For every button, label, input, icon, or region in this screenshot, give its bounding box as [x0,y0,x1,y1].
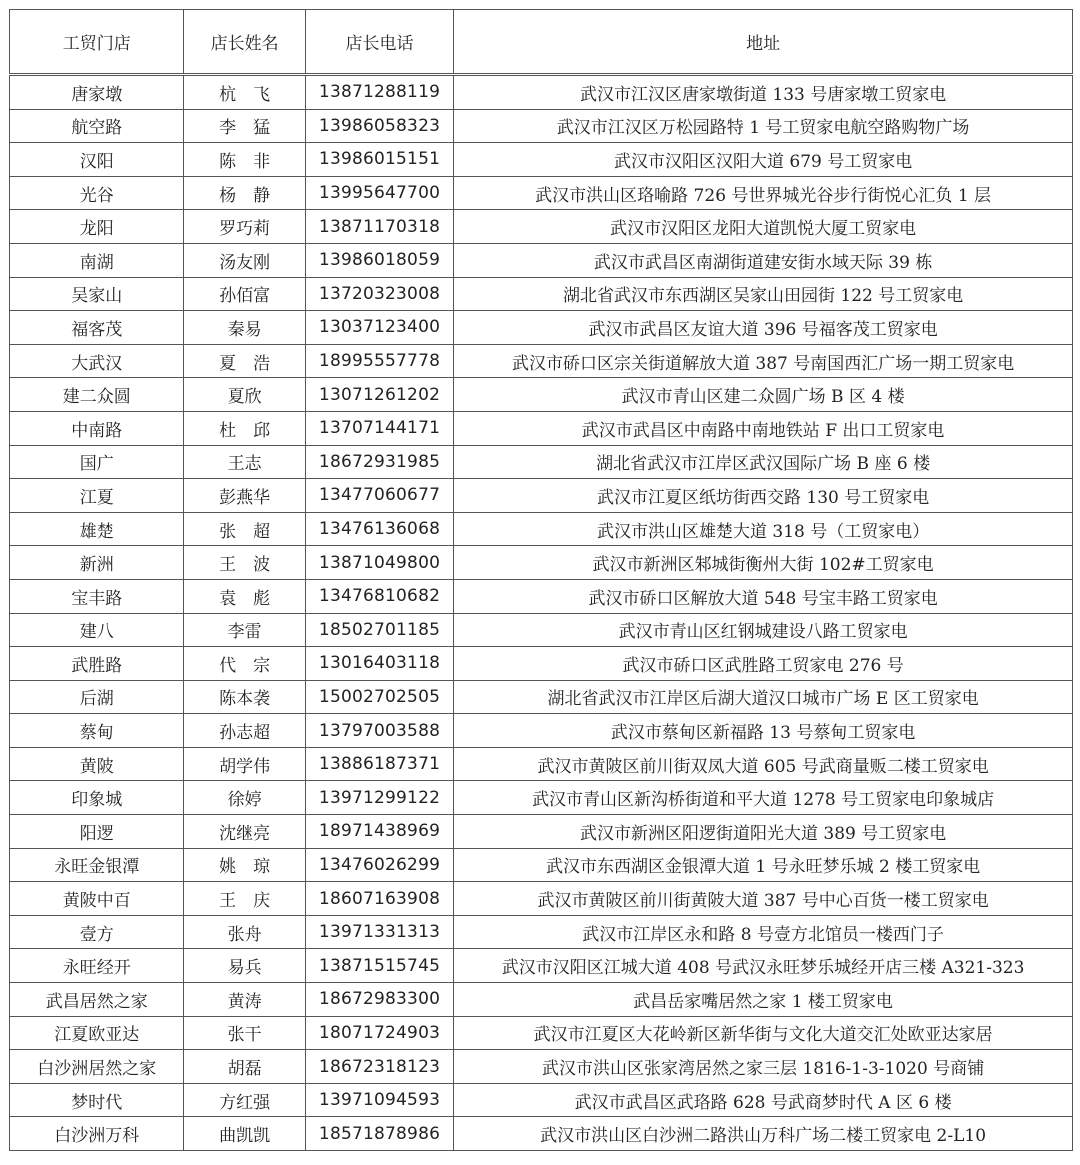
address-cell: 武汉市青山区新沟桥街道和平大道 1278 号工贸家电印象城店 [454,781,1073,815]
store-cell: 吴家山 [10,277,184,311]
table-row [10,1016,1073,1050]
address-cell: 武汉市江岸区永和路 8 号壹方北馆员一楼西门子 [454,915,1073,949]
address-cell: 武汉市硚口区武胜路工贸家电 276 号 [454,647,1073,681]
store-cell: 航空路 [10,109,184,143]
address-cell: 武汉市武昌区友谊大道 396 号福客茂工贸家电 [454,311,1073,345]
phone-cell: 13476026299 [305,848,453,882]
store-cell: 国广 [10,445,184,479]
manager-cell: 孙志超 [184,714,305,748]
table-row [10,311,1073,345]
store-cell: 宝丰路 [10,579,184,613]
phone-cell: 13871170318 [305,210,453,244]
phone-cell: 13720323008 [305,277,453,311]
table-row [10,647,1073,681]
manager-cell: 曲凯凯 [184,1117,305,1151]
manager-cell: 陈本袭 [184,680,305,714]
table-row [10,848,1073,882]
phone-cell: 13037123400 [305,311,453,345]
manager-cell: 李 猛 [184,109,305,143]
store-cell: 新洲 [10,546,184,580]
manager-cell: 杭 飞 [184,75,305,110]
manager-cell: 沈继亮 [184,815,305,849]
table-row [10,613,1073,647]
phone-cell: 13071261202 [305,378,453,412]
table-row [10,411,1073,445]
store-cell: 白沙洲万科 [10,1117,184,1151]
table-row [10,243,1073,277]
table-row [10,378,1073,412]
manager-cell: 秦易 [184,311,305,345]
manager-cell: 张舟 [184,915,305,949]
phone-cell: 13797003588 [305,714,453,748]
store-cell: 永旺金银潭 [10,848,184,882]
address-cell: 武汉市洪山区白沙洲二路洪山万科广场二楼工贸家电 2-L10 [454,1117,1073,1151]
phone-cell: 13995647700 [305,176,453,210]
address-cell: 武汉市武昌区南湖街道建安街水域天际 39 栋 [454,243,1073,277]
store-cell: 壹方 [10,915,184,949]
store-cell: 武胜路 [10,647,184,681]
phone-cell: 13986015151 [305,143,453,177]
table-row [10,1050,1073,1084]
address-cell: 湖北省武汉市江岸区后湖大道汉口城市广场 E 区工贸家电 [454,680,1073,714]
phone-cell: 13871515745 [305,949,453,983]
phone-cell: 15002702505 [305,680,453,714]
address-cell: 武汉市汉阳区汉阳大道 679 号工贸家电 [454,143,1073,177]
manager-cell: 夏欣 [184,378,305,412]
phone-cell: 18071724903 [305,1016,453,1050]
table-row [10,210,1073,244]
table-row [10,176,1073,210]
phone-cell: 18995557778 [305,344,453,378]
table-row [10,277,1073,311]
store-cell: 江夏欧亚达 [10,1016,184,1050]
header-address: 地址 [454,10,1073,75]
store-cell: 梦时代 [10,1083,184,1117]
manager-cell: 夏 浩 [184,344,305,378]
address-cell: 武汉市东西湖区金银潭大道 1 号永旺梦乐城 2 楼工贸家电 [454,848,1073,882]
header-manager: 店长姓名 [184,10,305,75]
store-cell: 大武汉 [10,344,184,378]
phone-cell: 18502701185 [305,613,453,647]
phone-cell: 18672931985 [305,445,453,479]
store-cell: 江夏 [10,479,184,513]
table-row [10,915,1073,949]
manager-cell: 汤友刚 [184,243,305,277]
phone-cell: 13986018059 [305,243,453,277]
address-cell: 武汉市武昌区武珞路 628 号武商梦时代 A 区 6 楼 [454,1083,1073,1117]
manager-cell: 杨 静 [184,176,305,210]
phone-cell: 13971094593 [305,1083,453,1117]
manager-cell: 彭燕华 [184,479,305,513]
header-phone: 店长电话 [305,10,453,75]
manager-cell: 胡学伟 [184,747,305,781]
manager-cell: 胡磊 [184,1050,305,1084]
table-header [10,10,1073,75]
address-cell: 武汉市黄陂区前川街黄陂大道 387 号中心百货一楼工贸家电 [454,882,1073,916]
table-row [10,714,1073,748]
store-cell: 南湖 [10,243,184,277]
manager-cell: 黄涛 [184,983,305,1017]
address-cell: 武汉市青山区红钢城建设八路工贸家电 [454,613,1073,647]
address-cell: 武汉市洪山区张家湾居然之家三层 1816-1-3-1020 号商铺 [454,1050,1073,1084]
store-cell: 唐家墩 [10,75,184,110]
manager-cell: 姚 琼 [184,848,305,882]
manager-cell: 张 超 [184,512,305,546]
address-cell: 武汉市硚口区解放大道 548 号宝丰路工贸家电 [454,579,1073,613]
store-cell: 黄陂中百 [10,882,184,916]
manager-cell: 陈 非 [184,143,305,177]
store-cell: 中南路 [10,411,184,445]
manager-cell: 易兵 [184,949,305,983]
address-cell: 武汉市青山区建二众圆广场 B 区 4 楼 [454,378,1073,412]
manager-cell: 张干 [184,1016,305,1050]
table-row [10,747,1073,781]
table-row [10,949,1073,983]
phone-cell: 13886187371 [305,747,453,781]
phone-cell: 13986058323 [305,109,453,143]
manager-cell: 代 宗 [184,647,305,681]
table-row [10,109,1073,143]
address-cell: 武汉市硚口区宗关街道解放大道 387 号南国西汇广场一期工贸家电 [454,344,1073,378]
store-cell: 武昌居然之家 [10,983,184,1017]
store-cell: 白沙洲居然之家 [10,1050,184,1084]
table-row [10,143,1073,177]
manager-cell: 袁 彪 [184,579,305,613]
table-row [10,479,1073,513]
table-row [10,546,1073,580]
table-row [10,781,1073,815]
phone-cell: 13871288119 [305,75,453,110]
store-cell: 后湖 [10,680,184,714]
store-cell: 福客茂 [10,311,184,345]
phone-cell: 18607163908 [305,882,453,916]
store-cell: 印象城 [10,781,184,815]
table-row [10,579,1073,613]
address-cell: 武汉市新洲区邾城街衡州大街 102#工贸家电 [454,546,1073,580]
table-row [10,344,1073,378]
store-cell: 黄陂 [10,747,184,781]
table-row [10,983,1073,1017]
manager-cell: 孙佰富 [184,277,305,311]
manager-cell: 李雷 [184,613,305,647]
address-cell: 武汉市江汉区唐家墩街道 133 号唐家墩工贸家电 [454,75,1073,110]
store-cell: 建二众圆 [10,378,184,412]
phone-cell: 18971438969 [305,815,453,849]
address-cell: 武汉市江夏区大花岭新区新华街与文化大道交汇处欧亚达家居 [454,1016,1073,1050]
phone-cell: 18672983300 [305,983,453,1017]
store-manager-table [9,9,1073,1151]
table-row [10,815,1073,849]
table-row [10,680,1073,714]
table-row [10,1117,1073,1151]
store-cell: 建八 [10,613,184,647]
store-cell: 光谷 [10,176,184,210]
header-store: 工贸门店 [10,10,184,75]
phone-cell: 18672318123 [305,1050,453,1084]
store-cell: 龙阳 [10,210,184,244]
table-body [10,75,1073,1151]
header-row [10,10,1073,75]
address-cell: 湖北省武汉市东西湖区吴家山田园街 122 号工贸家电 [454,277,1073,311]
phone-cell: 13971299122 [305,781,453,815]
address-cell: 武汉市洪山区珞喻路 726 号世界城光谷步行街悦心汇负 1 层 [454,176,1073,210]
address-cell: 湖北省武汉市江岸区武汉国际广场 B 座 6 楼 [454,445,1073,479]
address-cell: 武汉市江汉区万松园路特 1 号工贸家电航空路购物广场 [454,109,1073,143]
manager-cell: 王 庆 [184,882,305,916]
phone-cell: 13016403118 [305,647,453,681]
phone-cell: 13971331313 [305,915,453,949]
phone-cell: 13707144171 [305,411,453,445]
store-cell: 汉阳 [10,143,184,177]
table-row [10,512,1073,546]
manager-cell: 徐婷 [184,781,305,815]
phone-cell: 13476136068 [305,512,453,546]
phone-cell: 18571878986 [305,1117,453,1151]
store-cell: 永旺经开 [10,949,184,983]
phone-cell: 13477060677 [305,479,453,513]
manager-cell: 杜 邱 [184,411,305,445]
address-cell: 武汉市江夏区纸坊街西交路 130 号工贸家电 [454,479,1073,513]
store-cell: 蔡甸 [10,714,184,748]
table-row [10,1083,1073,1117]
table-row [10,445,1073,479]
address-cell: 武汉市蔡甸区新福路 13 号蔡甸工贸家电 [454,714,1073,748]
table-row [10,75,1073,110]
address-cell: 武昌岳家嘴居然之家 1 楼工贸家电 [454,983,1073,1017]
address-cell: 武汉市武昌区中南路中南地铁站 F 出口工贸家电 [454,411,1073,445]
manager-cell: 方红强 [184,1083,305,1117]
address-cell: 武汉市洪山区雄楚大道 318 号（工贸家电） [454,512,1073,546]
address-cell: 武汉市汉阳区龙阳大道凯悦大厦工贸家电 [454,210,1073,244]
manager-cell: 王 波 [184,546,305,580]
manager-cell: 王志 [184,445,305,479]
address-cell: 武汉市新洲区阳逻街道阳光大道 389 号工贸家电 [454,815,1073,849]
manager-cell: 罗巧莉 [184,210,305,244]
store-cell: 阳逻 [10,815,184,849]
address-cell: 武汉市汉阳区江城大道 408 号武汉永旺梦乐城经开店三楼 A321-323 [454,949,1073,983]
phone-cell: 13476810682 [305,579,453,613]
table-row [10,882,1073,916]
store-cell: 雄楚 [10,512,184,546]
phone-cell: 13871049800 [305,546,453,580]
address-cell: 武汉市黄陂区前川街双凤大道 605 号武商量贩二楼工贸家电 [454,747,1073,781]
